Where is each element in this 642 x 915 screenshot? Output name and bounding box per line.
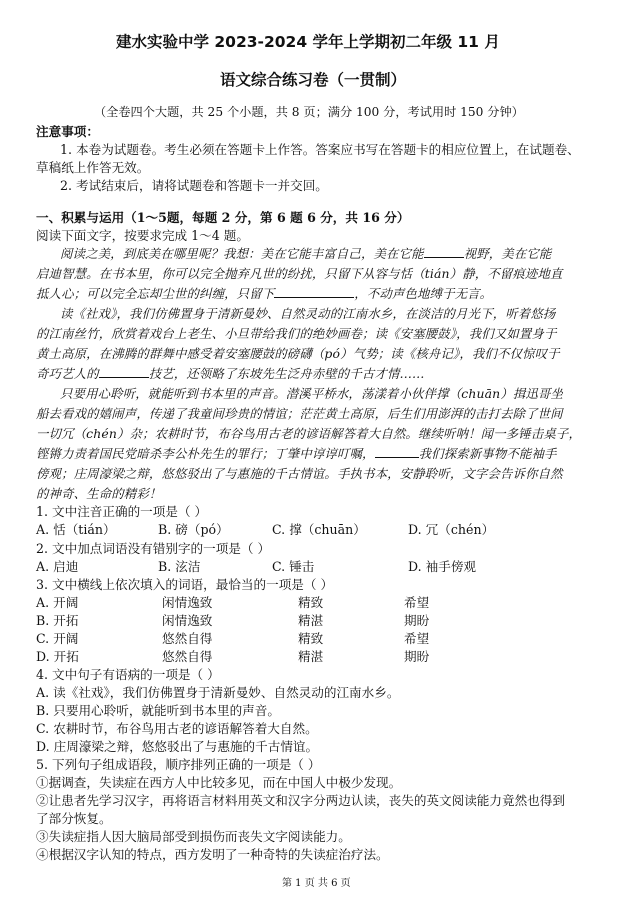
q5-stem: 5. 下列句子组成语段，顺序排列正确的一项是（ ） — [36, 757, 321, 772]
q3-row-d-col2: 悠然自得 — [162, 649, 213, 664]
passage-p3-line4 — [36, 446, 557, 462]
q3-row-d-col4: 期盼 — [404, 649, 430, 664]
passage-text: 抵人心；可以完全忘却尘世的纠缠，只留下 — [36, 286, 275, 301]
note-1-line1: 1. 本卷为试题卷。考生必须在答题卡上作答。答案应书写在答题卡的相应位置上，在试题卷、 — [60, 142, 580, 157]
q1-stem: 1. 文中注音正确的一项是（ ） — [36, 504, 208, 519]
q4-option-d: D. 庄周濠梁之辩，悠悠驳出了与惠施的千古情谊。 — [36, 739, 319, 754]
exam-title-line2: 语文综合练习卷（一贯制） — [220, 71, 407, 89]
q3-row-c-col2: 悠然自得 — [162, 631, 213, 646]
q4-stem: 4. 文中句子有语病的一项是（ ） — [36, 667, 220, 682]
notes-heading: 注意事项： — [36, 124, 99, 139]
q2-option-b: B. 泫洁 — [158, 559, 201, 574]
q4-option-b: B. 只要用心聆听，就能听到书本里的声音。 — [36, 703, 280, 718]
q2-option-d: D. 袖手傍观 — [408, 559, 477, 574]
answer-blank — [99, 366, 149, 378]
q2-stem: 2. 文中加点词语没有错别字的一项是（ ） — [36, 541, 271, 556]
q3-stem: 3. 文中横线上依次填入的词语，最恰当的一项是（ ） — [36, 577, 334, 592]
passage-text: 视野，美在它能 — [463, 246, 552, 261]
q1-option-b: B. 磅（pó） — [158, 522, 229, 537]
q3-row-b-col2: 闲情逸致 — [162, 613, 213, 628]
q3-row-a-col2: 闲情逸致 — [162, 595, 213, 610]
passage-p2-line1: 读《社戏》，我们仿佛置身于清新曼妙、自然灵动的江南水乡，在淡洁的月光下，听着悠扬 — [60, 306, 556, 321]
passage-p3-line3: 一切冗（chén）杂；农耕时节，布谷鸟用古老的谚语解答着大自然。继续听呐！闻一多锤击桌子， — [36, 426, 581, 441]
section1-heading: 一、积累与运用（1～5题，每题 2 分，第 6 题 6 分，共 16 分） — [36, 210, 410, 225]
passage-p2-line4 — [36, 366, 425, 382]
q3-row-a-col1: A. 开阔 — [36, 595, 79, 610]
q3-row-b-col1: B. 开拓 — [36, 613, 79, 628]
q5-sentence-2-line2: 了部分恢复。 — [36, 811, 112, 826]
exam-info: （全卷四个大题，共 25 个小题，共 8 页；满分 100 分，考试用时 150 分钟） — [94, 105, 524, 119]
answer-blank — [375, 446, 419, 458]
q3-row-b-col3: 精湛 — [298, 613, 324, 628]
exam-title-line1: 建水实验中学 2023-2024 学年上学期初二年级 11 月 — [116, 33, 500, 51]
passage-p1-line1 — [60, 246, 551, 262]
q3-row-d-col3: 精湛 — [298, 649, 324, 664]
passage-p2-line3: 黄土高原，在沸腾的群舞中感受着安塞腰鼓的磅礴（pó）气势；读《核舟记》，我们不仅惊叹于 — [36, 346, 560, 361]
q4-option-c: C. 农耕时节，布谷鸟用古老的谚语解答着大自然。 — [36, 721, 318, 736]
q1-option-a: A. 恬（tián） — [36, 522, 116, 537]
q2-option-a: A. 启迪 — [36, 559, 79, 574]
q4-option-a: A. 读《社戏》，我们仿佛置身于清新曼妙、自然灵动的江南水乡。 — [36, 685, 400, 700]
q5-sentence-1: ①据调查，失读症在西方人中比较多见，而在中国人中极少发现。 — [36, 775, 402, 790]
passage-text: 铿锵力责着国民党暗杀李公朴先生的罪行；丁肇中谆谆叮嘱， — [36, 446, 375, 461]
q3-row-c-col3: 精致 — [298, 631, 324, 646]
note-1-line2: 草稿纸上作答无效。 — [36, 160, 150, 175]
q5-sentence-4: ④根据汉字认知的特点，西方发明了一种奇特的失读症治疗法。 — [36, 847, 389, 862]
answer-blank — [424, 246, 464, 258]
passage-p1-line3 — [36, 286, 492, 302]
passage-text: ，不动声色地缚于无言。 — [354, 286, 493, 301]
passage-text: 阅读之美，到底美在哪里呢？我想：美在它能丰富自己，美在它能 — [60, 246, 424, 261]
section1-instruction: 阅读下面文字，按要求完成 1～4 题。 — [36, 228, 249, 243]
q3-row-c-col1: C. 开阔 — [36, 631, 79, 646]
passage-p3-line6: 的神奇、生命的精彩！ — [36, 486, 162, 501]
passage-p3-line5: 傍观；庄周濠梁之辩，悠悠驳出了与惠施的千古情谊。手执书本，安静聆听，文字会告诉你自然 — [36, 466, 563, 481]
q3-row-d-col1: D. 开拓 — [36, 649, 79, 664]
passage-text: 我们探索新事物不能袖手 — [418, 446, 557, 461]
q5-sentence-2-line1: ②让患者先学习汉字，再将语言材料用英文和汉字分两边认读，丧失的英文阅读能力竟然也得到 — [36, 793, 565, 808]
q1-option-d: D. 冗（chén） — [408, 522, 495, 537]
q3-row-c-col4: 希望 — [404, 631, 430, 646]
passage-p3-line2: 船去看戏的嬉闹声，传递了我童间珍贵的情谊；茫茫黄土高原，后生们用澎湃的击打去除了世间 — [36, 406, 563, 421]
q3-row-a-col3: 精致 — [298, 595, 324, 610]
q3-row-a-col4: 希望 — [404, 595, 430, 610]
note-2: 2. 考试结束后，请将试题卷和答题卡一并交回。 — [60, 178, 328, 193]
q5-sentence-3: ③失读症指人因大脑局部受到损伤而丧失文字阅读能力。 — [36, 829, 351, 844]
passage-p3-line1: 只要用心聆听，就能听到书本里的声音。潜溪平桥水，荡漾着小伙伴撑（chuān）揖迅哥坐 — [60, 386, 564, 401]
q2-option-c: C. 锤击 — [272, 559, 315, 574]
passage-text: 技艺，还领略了东坡先生泛舟赤壁的千古才情…… — [148, 366, 425, 381]
page-number: 第 1 页 共 6 页 — [282, 878, 351, 889]
passage-text: 奇巧艺人的 — [36, 366, 99, 381]
q3-row-b-col4: 期盼 — [404, 613, 430, 628]
passage-p2-line2: 的江南丝竹，欣赏着戏台上老生、小旦带给我们的绝妙画卷；读《安塞腰鼓》，我们又如置身于 — [36, 326, 557, 341]
passage-p1-line2: 启迪智慧。在书本里，你可以完全抛弃凡世的纷扰，只留下从容与恬（tián）静，不留痕迹地直 — [36, 266, 563, 281]
q1-option-c: C. 撑（chuān） — [272, 522, 366, 537]
answer-blank — [274, 286, 354, 298]
